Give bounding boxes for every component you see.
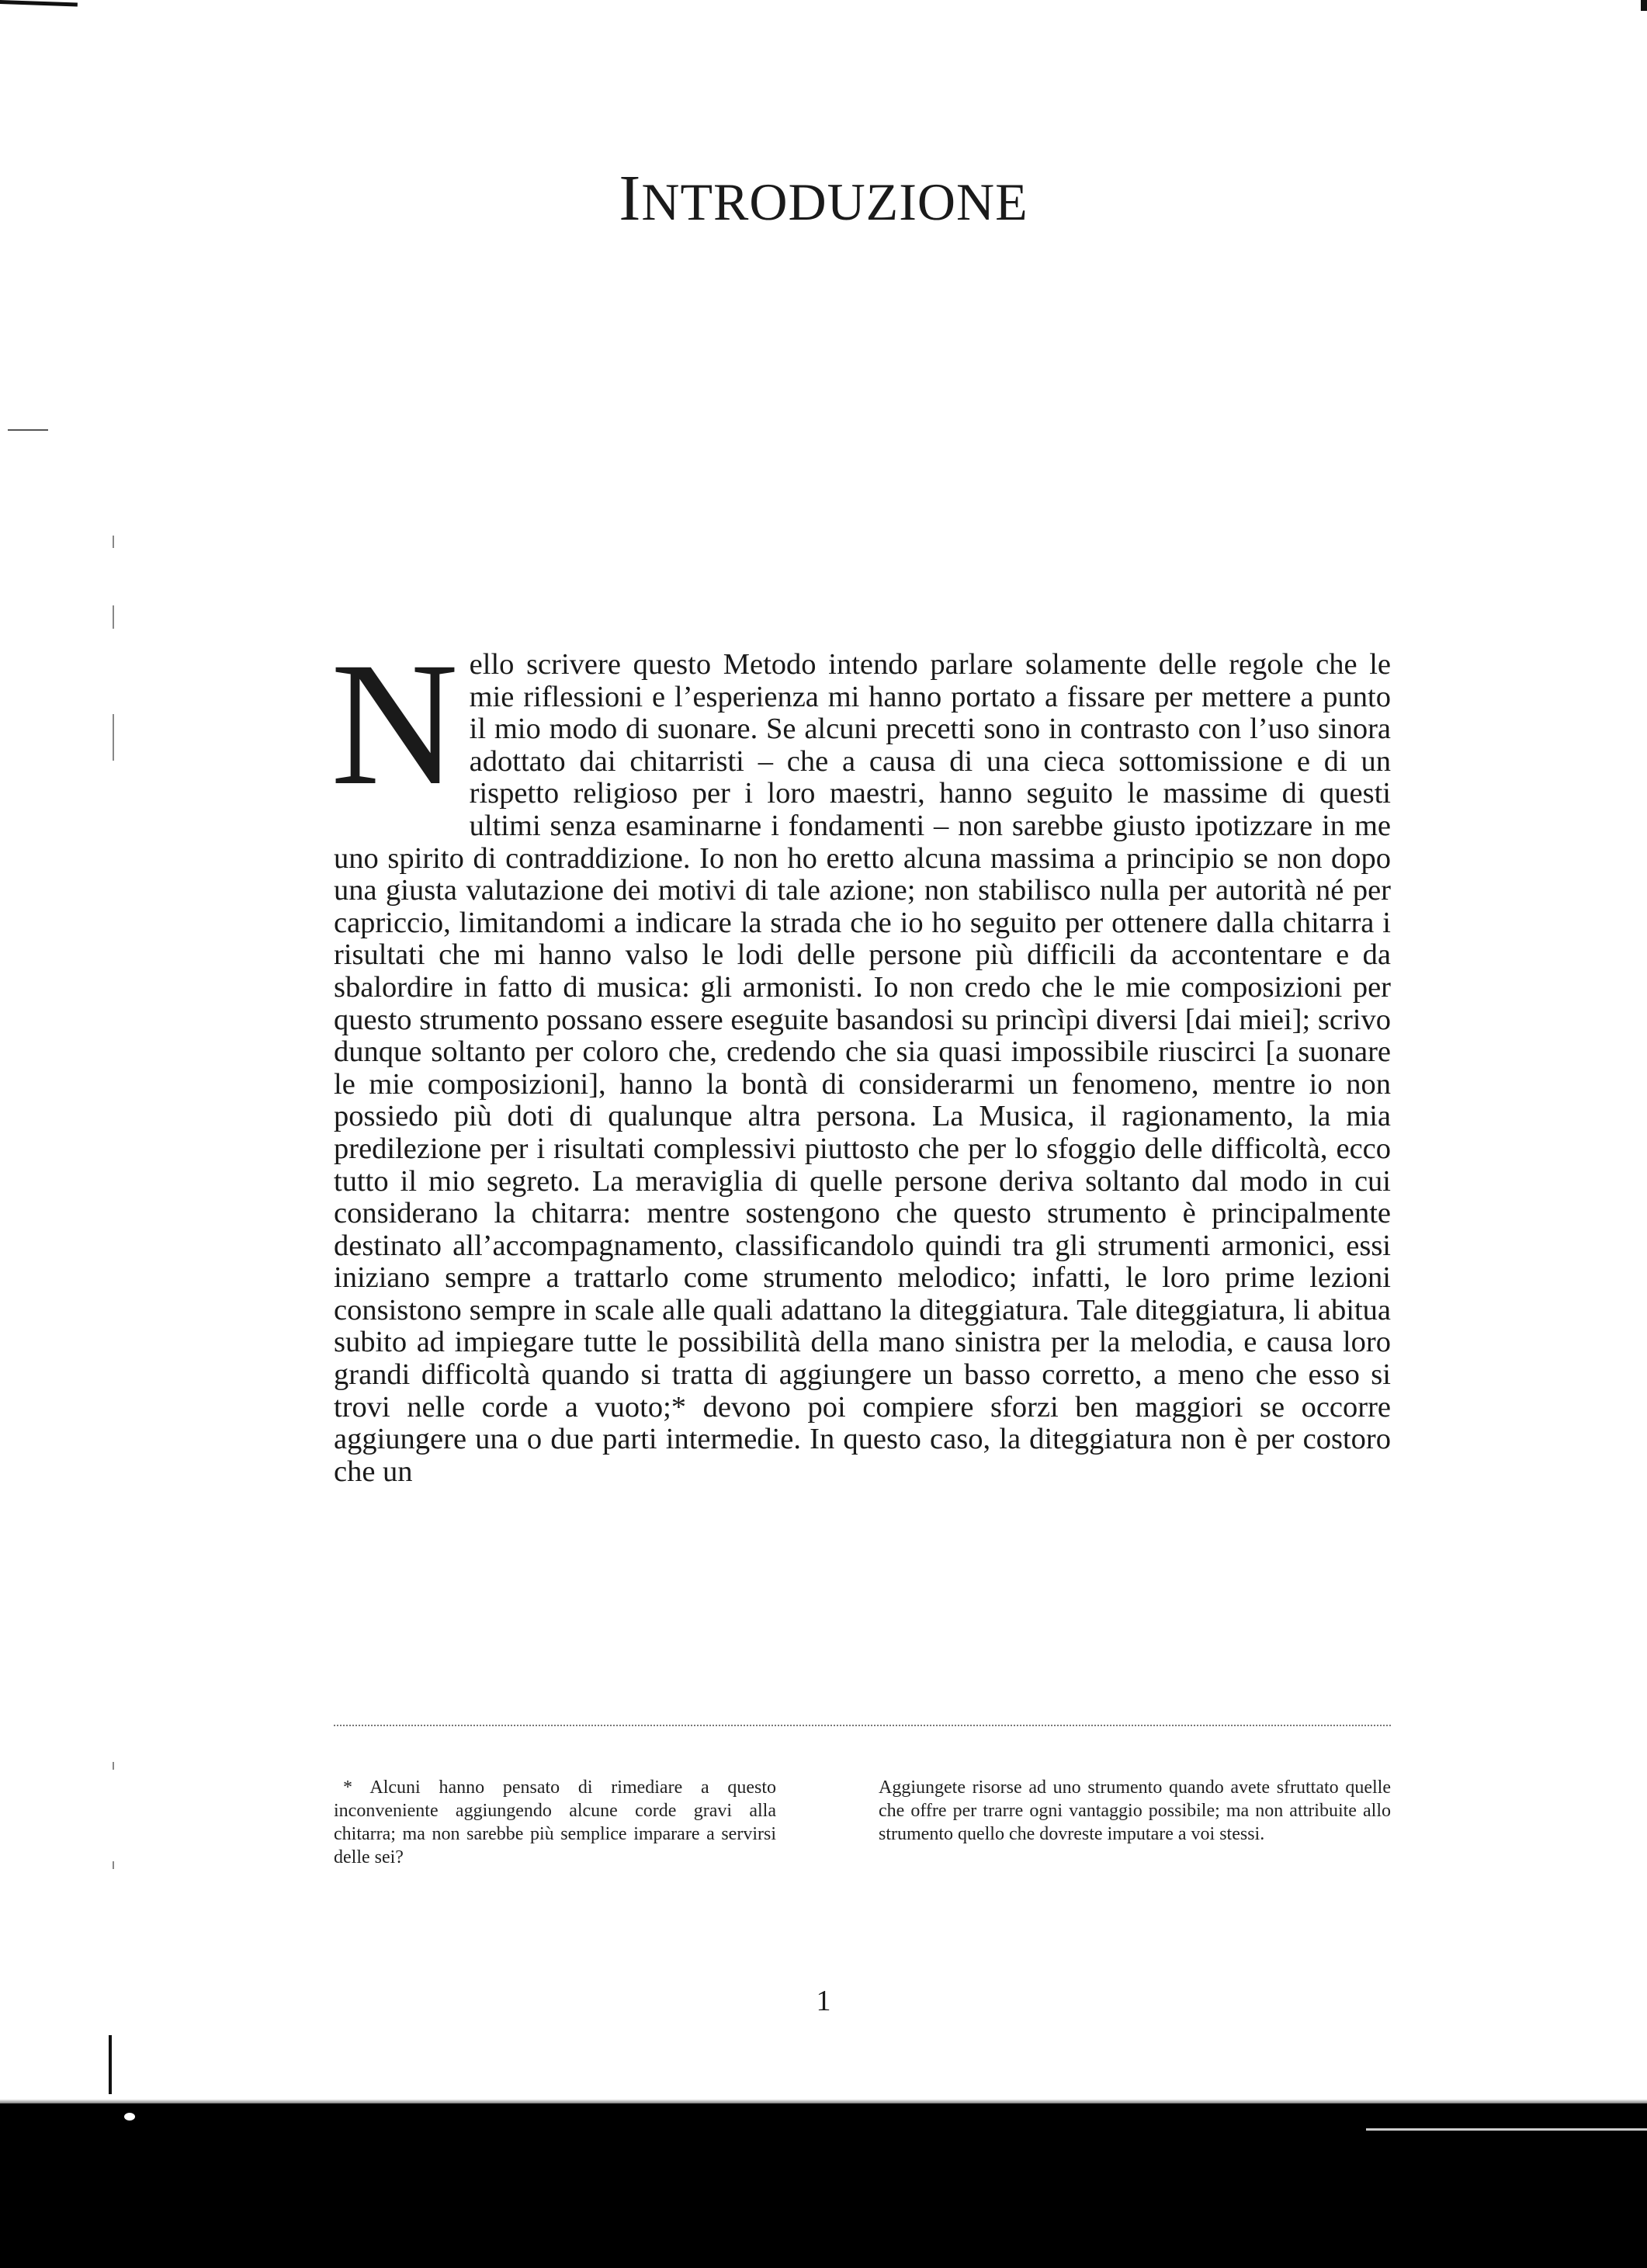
footnote-right: Aggiungete risorse ad uno strumento quando avete sfruttato quelle che offre per trarre ogni vantaggio possibile; ma non attribuite allo strumento quello che dovreste imputare a voi stessi.	[879, 1777, 1391, 1844]
page-number: 1	[816, 1985, 831, 2017]
body-paragraph-text: ello scrivere questo Metodo intendo parlare solamente delle regole che le mie riflessioni e l’esperienza mi hanno portato a fissare per mettere a punto il mio modo di suonare. Se alcuni precetti sono in contrasto con l’uso sinora adottato dai chitarristi – che a causa di una cieca sottomissione e di un rispetto religioso per i loro maestri, hanno seguito le massime di questi ultimi senza esaminarne i fondamenti – non sarebbe giusto ipotizzare in me uno spirito di contraddizione. Io non ho eretto alcuna massima a principio se non dopo una giusta valutazione dei motivi di tale azione; non stabilisco nulla per autorità né per capriccio, limitandomi a indicare la strada che io ho seguito per ottenere dalla chitarra i risultati che mi hanno valso le lodi delle persone più difficili da accontentare e da sbalordire in fatto di musica: gli armonisti. Io non credo che le mie composizioni per questo strumento possano essere eseguite basandosi su princìpi diversi [dai miei]; scrivo dunque soltanto per coloro che, credendo che sia quasi impossibile riuscirci [a suonare le mie composizioni], hanno la bontà di considerarmi un fenomeno, mentre io non possiedo più doti di qualunque altra persona. La Musica, il ragionamento, la mia predilezione per i risultati complessivi piuttosto che per lo sfoggio delle difficoltà, ecco tutto il mio segreto. La meraviglia di quelle persone deriva soltanto dal modo in cui considerano la chitarra: mentre sostengono che questo strumento è principalmente destinato all’accompagnamento, classificandolo quindi tra gli strumenti armonici, essi iniziano sempre a trattarlo come strumento melodico; infatti, le loro prime lezioni consistono sempre in scale alle quali adattano la diteggiatura. Tale diteggiatura, li abitua subito ad impiegare tutte le possibilità della mano sinistra per la melodia, e causa loro grandi difficoltà quando si tratta di aggiungere un basso corretto, a meno che esso si trovi nelle corde a vuoto;* devono poi compiere sforzi ben maggiori se occorre aggiungere una o due parti intermedie. In questo caso, la diteggiatura non è per costoro che un	[334, 648, 1391, 1488]
scan-artifact	[113, 1861, 114, 1869]
footnote-left: * Alcuni hanno pensato di rimediare a questo inconveniente aggiungendo alcune corde gravi alla chitarra; ma non sarebbe più semplice imparare a servirsi delle sei?	[334, 1777, 776, 1867]
scan-artifact	[8, 429, 48, 431]
page-title: INTRODUZIONE	[619, 161, 1028, 234]
scan-artifact	[113, 536, 114, 548]
drop-cap: N	[331, 626, 459, 822]
scan-artifact	[0, 0, 78, 12]
scan-artifact	[113, 714, 114, 761]
scan-artifact	[1366, 2128, 1647, 2131]
footnote-separator	[334, 1725, 1391, 1726]
scan-artifact	[124, 2113, 135, 2121]
scan-artifact	[1641, 0, 1647, 11]
scan-artifact	[113, 605, 114, 629]
body-paragraph	[331, 626, 1391, 1488]
scan-artifact	[113, 1762, 114, 1770]
